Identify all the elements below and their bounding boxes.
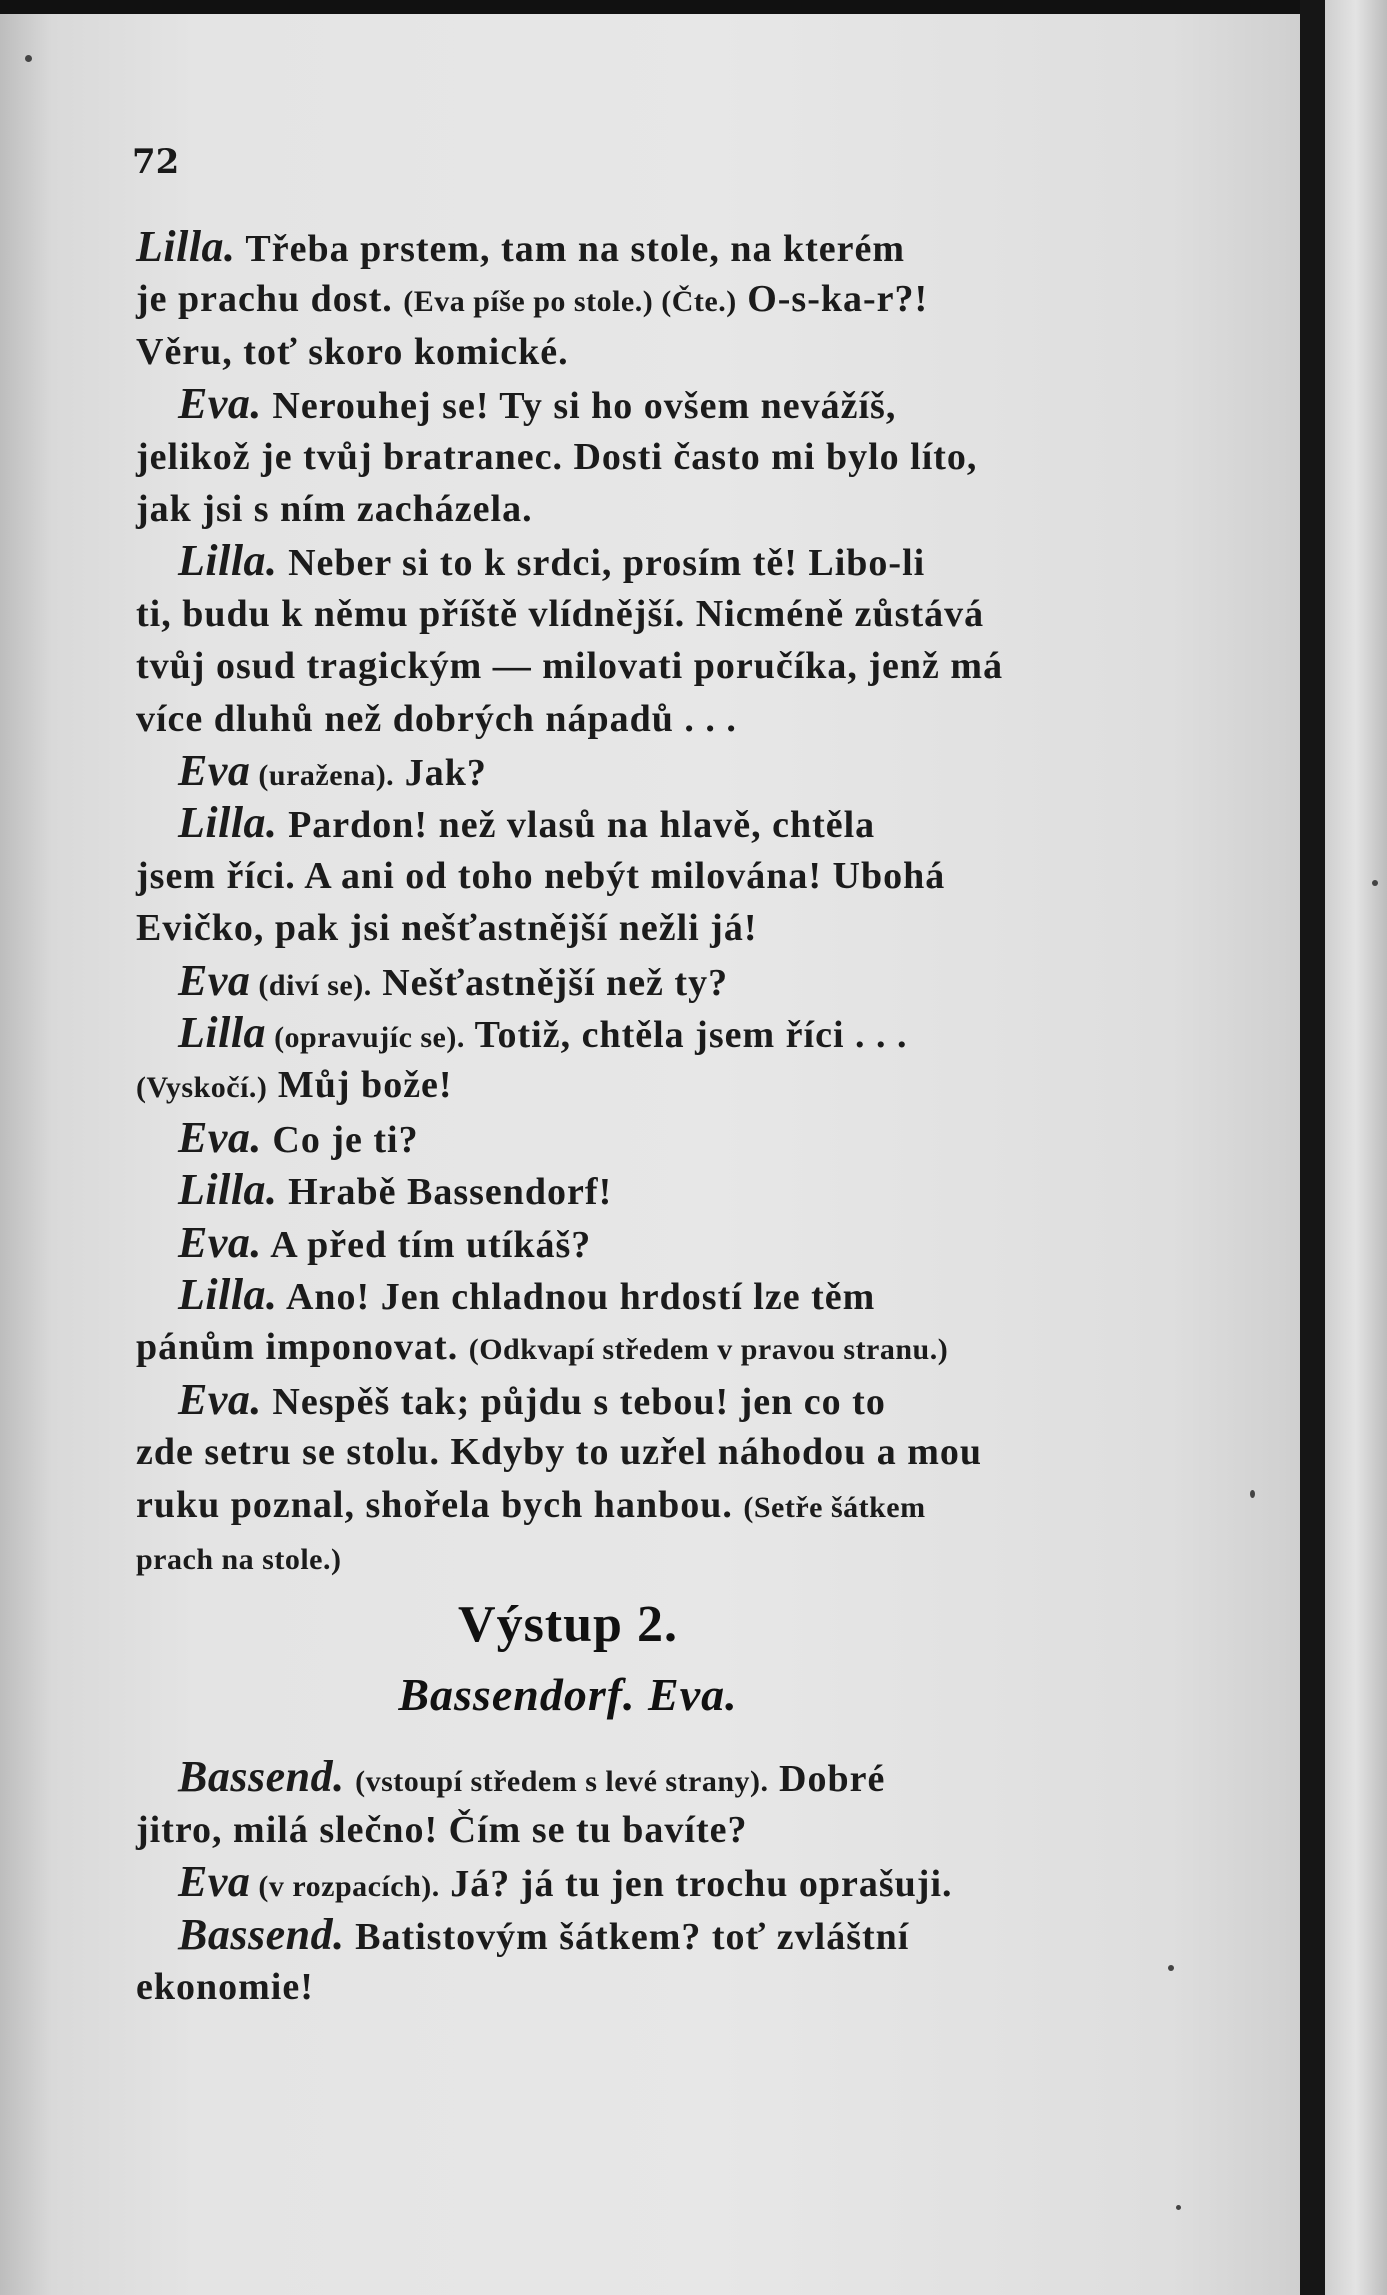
dialogue-line xyxy=(136,1532,1196,1585)
dialogue-segment xyxy=(136,385,178,427)
stage-direction: (Setře šátkem xyxy=(743,1490,926,1524)
dialogue-line xyxy=(136,432,1196,482)
dialogue-segment xyxy=(345,1758,356,1800)
dialogue-segment: jak jsi s ním zacházela. xyxy=(136,488,533,530)
dialogue-segment: pánům imponovat. xyxy=(136,1326,469,1369)
dialogue-segment: Dobré xyxy=(768,1758,886,1800)
dialogue-segment xyxy=(136,542,178,584)
ink-speck xyxy=(1250,1490,1255,1498)
speaker-name: Eva. xyxy=(178,1112,262,1162)
speaker-name: Eva xyxy=(178,746,251,795)
dialogue-segment xyxy=(136,1863,178,1905)
page-number: 72 xyxy=(132,142,180,182)
speaker-name: Lilla. xyxy=(178,1165,278,1215)
dialogue-segment xyxy=(136,1119,178,1161)
dialogue-segment: Jak? xyxy=(394,752,487,794)
dialogue-line xyxy=(136,798,1196,850)
dialogue-segment: Třeba prstem, tam na stole, na kterém xyxy=(235,228,906,270)
stage-direction: prach na stole.) xyxy=(136,1543,342,1576)
dialogue-segment: ruku poznal, shořela bych hanbou. xyxy=(136,1483,744,1526)
dialogue-segment: ekonomie! xyxy=(136,1966,314,2008)
dialogue-line xyxy=(136,327,1196,377)
speaker-name: Lilla. xyxy=(136,222,236,271)
dialogue-line xyxy=(136,956,1196,1011)
dialogue-segment: Věru, toť skoro komické. xyxy=(136,330,569,373)
next-page-edge xyxy=(1325,0,1387,2295)
stage-direction: (uražena). xyxy=(250,759,395,792)
dialogue-segment: více dluhů než dobrých nápadů . . . xyxy=(136,697,737,740)
ink-speck xyxy=(1168,1965,1174,1971)
dialogue-segment: Pardon! než vlasů na hlavě, chtěla xyxy=(277,804,876,847)
dialogue-segment: A před tím utíkáš? xyxy=(261,1223,592,1266)
dialogue-segment xyxy=(136,804,178,846)
stage-direction: (Vyskočí.) xyxy=(136,1071,268,1105)
dialogue-line xyxy=(136,1270,1196,1322)
dialogue-line xyxy=(136,1322,1196,1375)
speaker-name: Eva. xyxy=(178,379,262,429)
dialogue-segment: Nespěš tak; půjdu s tebou! jen co to xyxy=(261,1380,886,1423)
speaker-name: Eva. xyxy=(178,1374,262,1424)
dialogue-segment: Totiž, chtěla jsem říci . . . xyxy=(464,1014,908,1056)
book-gutter xyxy=(1300,0,1325,2295)
dialogue-segment: O-s-ka-r?! xyxy=(736,278,929,321)
speaker-name: Lilla xyxy=(178,1008,267,1057)
dialogue-line xyxy=(136,1113,1196,1165)
stage-direction: (Odkvapí středem v pravou stranu.) xyxy=(468,1333,949,1367)
dialogue-segment xyxy=(136,1381,178,1423)
ink-speck xyxy=(1176,2205,1181,2210)
dialogue-line xyxy=(136,536,1196,588)
dialogue-segment: Ano! Jen chladnou hrdostí lze těm xyxy=(277,1276,876,1318)
dialogue-line xyxy=(136,1008,1196,1063)
dialogue-segment: jitro, milá slečno! Čím se tu bavíte? xyxy=(136,1808,748,1851)
dialogue-segment xyxy=(136,1014,178,1056)
speaker-name: Lilla. xyxy=(178,536,278,586)
dialogue-line xyxy=(136,589,1196,639)
ink-speck xyxy=(25,55,32,62)
dialogue-line xyxy=(136,222,1196,274)
stage-direction: (opravujíc se). xyxy=(266,1021,465,1054)
dialogue-segment: Neber si to k srdci, prosím tě! Libo-li xyxy=(277,542,926,585)
dialogue-scene2-line xyxy=(136,1962,1196,2012)
dialogue-line xyxy=(136,641,1196,691)
stage-direction: (vstoupí středem s levé strany). xyxy=(355,1765,769,1798)
dialogue-line xyxy=(136,1480,1196,1533)
speaker-name: Eva. xyxy=(178,1217,262,1267)
dialogue-segment xyxy=(136,962,178,1004)
dialogue-segment: ti, budu k němu příště vlídnější. Nicméně zůstává xyxy=(136,592,985,635)
dialogue-line xyxy=(136,1165,1196,1217)
dialogue-line xyxy=(136,903,1196,953)
dialogue-segment: jelikož je tvůj bratranec. Dosti často mi bylo líto, xyxy=(136,435,978,478)
stage-direction: (v rozpacích). xyxy=(250,1870,440,1903)
dialogue-line xyxy=(136,851,1196,901)
dialogue-segment xyxy=(136,1224,178,1266)
speaker-name: Eva xyxy=(178,1857,251,1906)
scene-title: Výstup 2. xyxy=(458,1596,678,1653)
dialogue-segment: Nešťastnější než ty? xyxy=(371,961,729,1004)
dialogue-segment xyxy=(136,1758,178,1800)
speaker-name: Lilla. xyxy=(178,798,278,848)
dialogue-segment xyxy=(136,752,178,794)
speaker-name: Bassend. xyxy=(178,1752,345,1801)
dialogue-scene2-line xyxy=(136,1857,1196,1912)
dialogue-line xyxy=(136,746,1196,801)
stage-direction: (diví se). xyxy=(250,968,372,1002)
dialogue-line xyxy=(136,274,1196,327)
dialogue-segment: jsem říci. A ani od toho nebýt milována! Ubohá xyxy=(136,854,946,897)
dialogue-segment xyxy=(136,1171,178,1213)
dialogue-segment: je prachu dost. xyxy=(136,278,404,321)
dialogue-line xyxy=(136,1218,1196,1270)
speaker-name: Eva xyxy=(178,955,251,1005)
stage-direction: (Eva píše po stole.) (Čte.) xyxy=(403,285,737,319)
dialogue-segment: Můj bože! xyxy=(267,1064,453,1107)
dialogue-line xyxy=(136,1060,1196,1113)
scene-characters: Bassendorf. Eva. xyxy=(398,1669,738,1720)
dialogue-segment: Evičko, pak jsi nešťastnější nežli já! xyxy=(136,907,758,950)
dialogue-segment: tvůj osud tragickým — milovati poručíka, jenž má xyxy=(136,645,1004,688)
dialogue-scene2-line xyxy=(136,1752,1196,1807)
speaker-name: Lilla. xyxy=(178,1270,278,1319)
dialogue-segment: Batistovým šátkem? toť zvláštní xyxy=(344,1915,910,1958)
dialogue-segment xyxy=(136,1276,178,1318)
dialogue-segment: Co je ti? xyxy=(261,1118,419,1161)
dialogue-line xyxy=(136,484,1196,534)
dialogue-segment: zde setru se stolu. Kdyby to uzřel náhodou a mou xyxy=(136,1431,983,1474)
dialogue-line xyxy=(136,1375,1196,1427)
dialogue-line xyxy=(136,1427,1196,1477)
dialogue-segment: Hrabě Bassendorf! xyxy=(277,1171,613,1214)
dialogue-segment: Nerouhej se! Ty si ho ovšem nevážíš, xyxy=(261,385,897,428)
dialogue-segment xyxy=(136,1916,178,1958)
dialogue-scene2-line xyxy=(136,1910,1196,1962)
ink-speck xyxy=(1372,880,1378,886)
dialogue-line xyxy=(136,379,1196,431)
speaker-name: Bassend. xyxy=(178,1909,345,1959)
dialogue-scene2-line xyxy=(136,1805,1196,1855)
dialogue-line xyxy=(136,694,1196,744)
dialogue-segment: Já? já tu jen trochu oprašuji. xyxy=(439,1863,953,1905)
